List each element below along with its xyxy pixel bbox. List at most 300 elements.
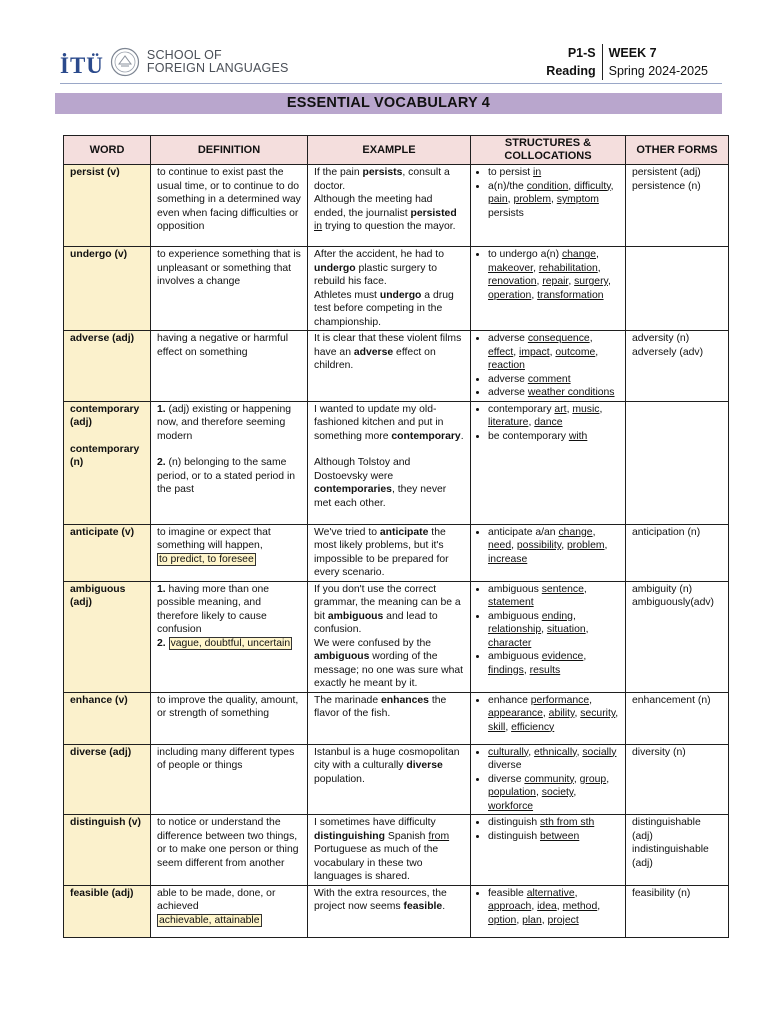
synonym-highlight: to predict, to foresee	[159, 553, 254, 565]
text-run: trying to question the mayor.	[322, 221, 456, 232]
definition-paragraph	[157, 403, 301, 444]
other-form: persistence (n)	[632, 180, 701, 192]
collocation-text: sth from sth	[539, 817, 595, 828]
collocation-item	[488, 373, 619, 387]
example-cell	[308, 581, 471, 692]
text-run: ,	[541, 624, 547, 635]
other-forms-cell	[626, 247, 729, 331]
keyword-text: contemporaries	[314, 484, 392, 495]
table-header-row	[64, 136, 729, 165]
text-run: , they never met each other.	[314, 484, 447, 509]
word-cell	[64, 331, 151, 402]
example-paragraph	[314, 332, 464, 373]
definition-cell	[151, 744, 308, 815]
collocation-text: problem	[566, 540, 605, 551]
keyword-text: 1.	[157, 403, 166, 415]
column-header-structures: STRUCTURES & COLLOCATIONS	[471, 136, 626, 165]
collocation-text: idea	[537, 901, 557, 912]
text-run: Although Tolstoy and Dostoevsky were	[314, 457, 411, 482]
example-paragraph	[314, 403, 464, 444]
synonym-highlight: achievable, attainable	[159, 914, 260, 926]
text-run: contemporary	[488, 403, 555, 415]
text-run: ,	[585, 624, 589, 635]
example-paragraph	[314, 289, 464, 330]
collocation-text: ability	[548, 708, 575, 719]
collocation-text: condition	[526, 180, 569, 192]
example-paragraph	[314, 816, 464, 884]
text-run: ,	[550, 194, 557, 205]
text-run: the flavor of the fish.	[314, 694, 447, 719]
text-run: ,	[568, 276, 575, 287]
text-run: ,	[561, 540, 567, 551]
text-run: Portuguese as much of the vocabulary in these two languages is shared.	[314, 844, 439, 882]
collocation-text: plan	[522, 914, 542, 926]
definition-cell	[151, 581, 308, 692]
text-run: ,	[556, 901, 563, 912]
text-run: anticipate a/an	[488, 526, 559, 538]
collocation-text: in	[533, 167, 542, 178]
collocation-item	[488, 816, 619, 830]
collocation-text: findings	[488, 664, 524, 676]
collocation-text: group	[579, 773, 607, 785]
definition-paragraph	[157, 746, 301, 773]
definition-cell	[151, 815, 308, 886]
example-paragraph	[314, 526, 464, 580]
text-run: We were confused by the	[314, 637, 432, 649]
example-paragraph	[314, 166, 464, 193]
text-run: The marinade	[314, 694, 381, 706]
text-run: I sometimes have difficulty	[314, 817, 436, 828]
collocation-item	[488, 830, 619, 844]
example-cell	[308, 524, 471, 581]
collocation-text: music	[572, 403, 600, 415]
text-run: feasible	[488, 887, 527, 899]
structures-cell	[471, 401, 626, 524]
structures-cell	[471, 815, 626, 886]
collocation-text: repair	[542, 276, 569, 287]
collocation-list	[477, 248, 619, 302]
structures-cell	[471, 744, 626, 815]
text-run: ,	[572, 610, 576, 622]
keyword-text: anticipate	[379, 526, 429, 538]
text-run: ,	[533, 262, 539, 274]
definition-paragraph	[157, 637, 301, 651]
text-run: enhance	[488, 694, 531, 706]
text-run: to imagine or expect that something will happen,	[157, 526, 271, 551]
text-run: With the extra resources, the project now seems	[314, 887, 447, 912]
keyword-text: undergo	[314, 262, 356, 274]
text-run: adverse	[488, 333, 528, 344]
other-forms-cell	[626, 581, 729, 692]
text-run: ,	[531, 289, 538, 301]
text-run: ,	[536, 276, 543, 287]
collocation-text: population	[488, 787, 536, 798]
other-form: distinguishable (adj)	[632, 817, 701, 842]
example-cell	[308, 815, 471, 886]
other-form: ambiguity (n)	[632, 583, 693, 595]
keyword-text: ambiguous	[327, 610, 384, 622]
text-run: Istanbul is a huge cosmopolitan city with a culturally	[314, 746, 460, 771]
text-run: a(n)/the	[488, 180, 527, 192]
keyword-text: enhances	[381, 694, 429, 706]
column-header-other-forms: OTHER FORMS	[626, 136, 729, 165]
text-run: distinguish	[488, 817, 540, 828]
text-run: After the accident, he had to	[314, 249, 444, 260]
course-meta-left	[546, 44, 602, 80]
collocation-text: socially	[582, 746, 617, 758]
text-run: ,	[583, 583, 587, 595]
collocation-text: results	[529, 664, 561, 676]
word-label: undergo (v)	[70, 249, 128, 260]
collocation-text: community	[524, 773, 574, 785]
synonym-highlight: vague, doubtful, uncertain	[170, 637, 291, 649]
example-paragraph	[314, 746, 464, 787]
collocation-text: appearance	[488, 708, 543, 719]
collocation-text: increase	[488, 553, 528, 565]
collocation-text: skill	[488, 721, 506, 733]
example-paragraph	[314, 583, 464, 637]
definition-paragraph	[157, 526, 301, 553]
text-run: adverse	[488, 373, 528, 385]
example-cell	[308, 692, 471, 744]
vocabulary-table	[63, 135, 729, 938]
collocation-text: in	[314, 221, 323, 232]
collocation-item	[488, 887, 619, 928]
text-run: If the pain	[314, 167, 363, 178]
collocation-text: ethnically	[534, 746, 577, 758]
text-run: I wanted to update my old-fashioned kitchen and put in something more	[314, 403, 444, 442]
text-run: wording of the message; no one was sure what exactly he meant by it.	[314, 651, 464, 689]
course-label: Reading	[546, 64, 596, 78]
collocation-text: outcome	[555, 346, 596, 358]
text-run: ,	[606, 773, 610, 785]
example-paragraph	[314, 637, 464, 691]
collocation-text: change	[558, 526, 593, 538]
word-cell	[64, 581, 151, 692]
text-run: ,	[549, 346, 556, 358]
collocation-text: project	[547, 914, 579, 926]
page-title: ESSENTIAL VOCABULARY 4	[55, 93, 722, 114]
other-form: diversity (n)	[632, 746, 686, 758]
column-header-definition: DEFINITION	[151, 136, 308, 165]
keyword-text: contemporary	[391, 430, 461, 442]
text-run: ,	[511, 540, 517, 551]
text-run: ,	[507, 194, 514, 205]
text-run: ,	[568, 180, 575, 192]
other-form: feasibility (n)	[632, 887, 691, 899]
paragraph-gap	[314, 443, 464, 456]
collocation-item	[488, 332, 619, 373]
word-label: enhance (v)	[70, 694, 128, 706]
text-run: to undergo a(n)	[488, 249, 562, 260]
collocation-text: change	[561, 249, 597, 260]
term-label: Spring 2024-2025	[608, 64, 708, 78]
other-forms-cell	[626, 165, 729, 247]
word-label: distinguish (v)	[70, 817, 141, 828]
other-form: indistinguishable (adj)	[632, 844, 709, 869]
text-run: to notice or understand the difference between two things, or to make one person or thing seem different from another	[157, 817, 299, 869]
collocation-text: ending	[541, 610, 573, 622]
collocation-text: character	[488, 637, 532, 649]
structures-cell	[471, 247, 626, 331]
text-run: (adj) existing or happening now, and therefore seeming modern	[157, 403, 292, 442]
text-run: plastic surgery to rebuild his face.	[314, 262, 437, 287]
collocation-text: surgery	[574, 276, 608, 287]
text-run: ,	[566, 403, 573, 415]
text-run: ,	[615, 708, 619, 719]
collocation-text: problem	[513, 194, 551, 205]
word-cell	[64, 401, 151, 524]
definition-paragraph	[157, 332, 301, 359]
example-paragraph	[314, 887, 464, 914]
keyword-text: persisted	[410, 207, 457, 219]
other-form: persistent (adj)	[632, 167, 701, 178]
other-form: adversity (n)	[632, 333, 690, 344]
text-run: to improve the quality, amount, or strength of something	[157, 694, 299, 719]
collocation-text: makeover	[488, 262, 534, 274]
school-name-line-1: SCHOOL OF	[146, 48, 222, 62]
example-paragraph	[314, 193, 464, 234]
collocation-text: dance	[534, 417, 563, 428]
text-run: ,	[573, 773, 580, 785]
paragraph-gap	[70, 430, 144, 443]
other-forms-cell	[626, 331, 729, 402]
definition-paragraph	[157, 914, 301, 928]
collocation-list	[477, 332, 619, 400]
text-run: Spanish	[385, 830, 429, 842]
definition-cell	[151, 692, 308, 744]
table-body	[64, 165, 729, 938]
keyword-text: distinguishing	[314, 830, 385, 842]
collocation-text: option	[488, 914, 517, 926]
example-cell	[308, 744, 471, 815]
text-run: ,	[595, 346, 599, 358]
text-run: having more than one possible meaning, and therefore likely to cause confusion	[157, 583, 270, 635]
text-run: ,	[597, 901, 601, 912]
example-cell	[308, 331, 471, 402]
example-paragraph	[314, 456, 464, 510]
collocation-text: need	[488, 540, 512, 551]
keyword-text: 2.	[157, 637, 166, 649]
school-name-line-2: FOREIGN LANGUAGES	[146, 61, 289, 75]
collocation-item	[488, 694, 619, 735]
collocation-text: possibility	[516, 540, 562, 551]
definition-paragraph	[157, 248, 301, 289]
text-run: having a negative or harmful effect on something	[157, 333, 289, 358]
collocation-text: culturally	[488, 746, 529, 758]
text-run: ,	[576, 746, 583, 758]
text-run: ,	[505, 721, 512, 733]
text-run: ,	[542, 708, 549, 719]
text-run: ,	[535, 787, 542, 798]
table-row	[64, 692, 729, 744]
collocation-item	[488, 166, 619, 180]
text-run: including many different types of people or things	[157, 746, 295, 771]
other-form: anticipation (n)	[632, 526, 701, 538]
text-run: to experience something that is unpleasant or something that involves a change	[157, 249, 301, 287]
text-run: ,	[574, 887, 578, 899]
text-run: diverse	[488, 773, 525, 785]
text-run: the most likely problems, but it's impossible to be prepared for every scenario.	[314, 526, 449, 578]
other-form: enhancement (n)	[632, 694, 711, 706]
collocation-text: literature	[488, 417, 529, 428]
text-run: ,	[528, 746, 535, 758]
structures-cell	[471, 692, 626, 744]
text-run: ambiguous	[488, 610, 542, 622]
example-paragraph	[314, 694, 464, 721]
definition-cell	[151, 247, 308, 331]
text-run: ,	[531, 901, 538, 912]
definition-paragraph	[157, 583, 301, 637]
other-forms-cell	[626, 744, 729, 815]
example-cell	[308, 247, 471, 331]
table-row	[64, 744, 729, 815]
definition-cell	[151, 331, 308, 402]
collocation-text: method	[562, 901, 598, 912]
word-cell	[64, 165, 151, 247]
collocation-text: comment	[527, 373, 571, 385]
example-cell	[308, 885, 471, 937]
table-row	[64, 885, 729, 937]
text-run: be contemporary	[488, 430, 569, 442]
other-forms-cell	[626, 692, 729, 744]
collocation-text: between	[539, 830, 580, 842]
text-run: ,	[589, 694, 592, 706]
structures-cell	[471, 581, 626, 692]
collocation-item	[488, 610, 619, 651]
collocation-text: difficulty	[574, 180, 611, 192]
other-form: adversely (adv)	[632, 346, 704, 358]
text-run: ,	[528, 417, 535, 428]
course-meta	[546, 44, 708, 80]
keyword-text: ambiguous	[314, 651, 370, 662]
collocation-list	[477, 746, 619, 814]
word-label: contemporary (n)	[70, 443, 140, 468]
collocation-item	[488, 526, 619, 567]
collocation-text: effect	[488, 346, 514, 358]
collocation-text: reaction	[488, 360, 525, 371]
text-run: If you don't use the correct grammar, the meaning can be a bit	[314, 583, 461, 622]
text-run: ,	[604, 540, 608, 551]
table-row	[64, 401, 729, 524]
table-row	[64, 581, 729, 692]
text-run: ,	[573, 787, 577, 798]
collocation-text: security	[580, 708, 616, 719]
text-run: adverse	[488, 387, 528, 398]
table-row	[64, 524, 729, 581]
text-run: effect on children.	[314, 346, 436, 371]
word-cell	[64, 815, 151, 886]
collocation-text: impact	[519, 346, 550, 358]
collocation-text: art	[554, 403, 567, 415]
text-run: ,	[523, 664, 530, 676]
definition-paragraph	[157, 887, 301, 914]
word-label: contemporary (adj)	[70, 403, 140, 428]
collocation-text: consequence	[527, 333, 590, 344]
collocation-item	[488, 650, 619, 677]
example-cell	[308, 401, 471, 524]
column-header-word: WORD	[64, 136, 151, 165]
text-run: ,	[516, 914, 523, 926]
collocation-list	[477, 526, 619, 567]
collocation-text: approach	[488, 901, 532, 912]
text-run: to continue to exist past the usual time, or to continue to do something in a determined way even when facing difficulties or opposition	[157, 167, 301, 232]
collocation-item	[488, 248, 619, 302]
collocation-text: pain	[488, 194, 508, 205]
text-run: ,	[597, 262, 601, 274]
collocation-list	[477, 694, 619, 735]
text-run: Athletes must	[314, 289, 380, 301]
keyword-text: undergo	[379, 289, 422, 301]
definition-paragraph	[157, 553, 301, 567]
table-row	[64, 815, 729, 886]
keyword-text: 2.	[157, 457, 166, 468]
text-run: ,	[574, 708, 581, 719]
text-run: .	[442, 901, 446, 912]
collocation-text: performance	[530, 694, 590, 706]
definition-cell	[151, 885, 308, 937]
collocation-text: from	[428, 830, 450, 842]
course-meta-right	[603, 44, 708, 80]
collocation-item	[488, 180, 619, 221]
collocation-text: renovation	[488, 276, 537, 287]
text-run: ,	[513, 346, 520, 358]
text-run: , consult a doctor.	[314, 167, 450, 192]
collocation-item	[488, 386, 619, 400]
word-cell	[64, 247, 151, 331]
collocation-text: alternative	[526, 887, 575, 899]
definition-paragraph	[157, 166, 301, 234]
text-run: ,	[607, 276, 611, 287]
text-run: .	[460, 430, 464, 442]
text-run: ,	[541, 914, 548, 926]
text-run: ,	[599, 403, 603, 415]
table-row	[64, 247, 729, 331]
text-run: ambiguous	[488, 651, 542, 662]
definition-cell	[151, 524, 308, 581]
structures-cell	[471, 331, 626, 402]
collocation-item	[488, 746, 619, 773]
collocation-list	[477, 403, 619, 444]
collocation-text: situation	[546, 624, 586, 635]
collocation-item	[488, 403, 619, 430]
column-header-example: EXAMPLE	[308, 136, 471, 165]
other-forms-cell	[626, 815, 729, 886]
collocation-list	[477, 583, 619, 678]
collocation-item	[488, 773, 619, 814]
keyword-text: diverse	[406, 760, 443, 771]
collocation-item	[488, 583, 619, 610]
word-label: persist (v)	[70, 167, 120, 178]
definition-paragraph	[157, 456, 301, 497]
keyword-text: adverse	[353, 346, 394, 358]
keyword-text: feasible	[403, 901, 443, 912]
collocation-text: with	[568, 430, 588, 442]
header-rule	[60, 83, 722, 84]
text-run: able to be made, done, or achieved	[157, 887, 276, 912]
definition-cell	[151, 165, 308, 247]
structures-cell	[471, 524, 626, 581]
word-cell	[64, 744, 151, 815]
text-run: diverse	[488, 760, 522, 771]
itu-logo-text: İTÜ	[60, 53, 104, 78]
word-label: adverse (adj)	[70, 333, 135, 344]
text-run: ambiguous	[488, 583, 542, 595]
keyword-text: persists	[362, 167, 403, 178]
collocation-text: evidence	[541, 651, 584, 662]
collocation-text: operation	[488, 289, 532, 301]
text-run: population.	[314, 773, 365, 785]
